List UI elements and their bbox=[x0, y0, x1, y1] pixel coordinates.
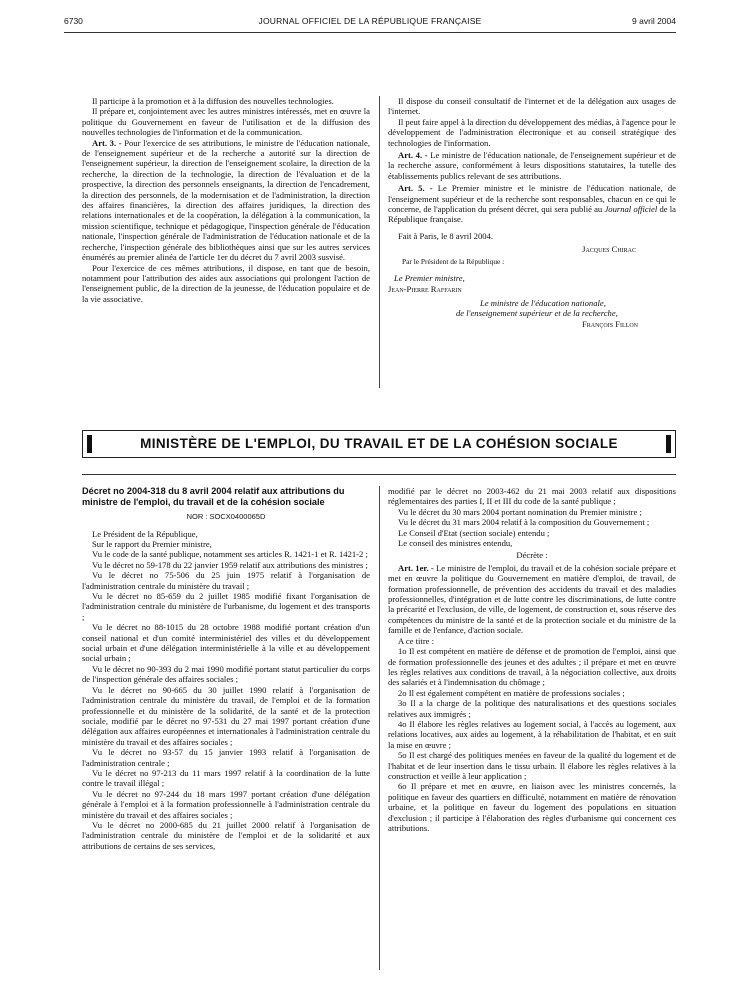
article-4 bbox=[388, 150, 676, 181]
list-item: 3o Il a la charge de la politique des naturalisations et des questions sociales relatives aux immigrés ; bbox=[388, 698, 676, 719]
journal-title: JOURNAL OFFICIEL DE LA RÉPUBLIQUE FRANÇAISE bbox=[258, 16, 482, 26]
visa: Vu le décret no 97-213 du 11 mars 1997 relatif à la coordination de la lutte contre le travail illégal ; bbox=[82, 767, 370, 789]
column-divider-bottom bbox=[379, 486, 380, 970]
paragraph: Pour l'exercice de ces mêmes attributions, il dispose, en tant que de besoin, notamment pour l'attribution des aides aux associations qui prolongent l'action de l'enseignement public, de la direction de la jeunesse, de l'éducation populaire et de la vie associative. bbox=[82, 262, 370, 304]
paragraph: Le conseil des ministres entendu, bbox=[398, 538, 513, 549]
journal-reference: Journal officiel bbox=[604, 204, 658, 215]
ministry-title: MINISTÈRE DE L'EMPLOI, DU TRAVAIL ET DE LA COHÉSION SOCIALE bbox=[140, 436, 618, 451]
visa: Vu le décret du 31 mars 2004 relatif à la composition du Gouvernement ; bbox=[398, 517, 650, 528]
minister-name: François Fillon bbox=[581, 318, 638, 329]
list-item: 1o Il est compétent en matière de défense et de promotion de l'emploi, ainsi que de formation professionnelle des jeunes et des adultes ; il prépare et met en œuvre les règles relatives aux conditions de travail, à la négociation collective, aux droits des salariés et à l'indemnisation du chômage ; bbox=[388, 646, 676, 688]
paragraph: Le Conseil d'Etat (section sociale) entendu ; bbox=[398, 527, 550, 538]
paragraph: Sur le rapport du Premier ministre, bbox=[92, 539, 212, 549]
ministry-banner bbox=[82, 430, 676, 458]
visa: Vu le décret no 85-659 du 2 juillet 1985 modifié fixant l'organisation de l'administration centrale du ministère de l'urbanisme, du logement et des transports ; bbox=[82, 591, 370, 622]
visa-continued: modifié par le décret no 2003-462 du 21 mai 2003 relatif aux dispositions réglementaires des parties I, II et III du code de la santé publique ; bbox=[388, 486, 676, 507]
decree-title: Décret no 2004-318 du 8 avril 2004 relatif aux attributions du ministre de l'emploi, du travail et de la cohésion sociale bbox=[82, 486, 345, 507]
page-header bbox=[64, 16, 676, 32]
paragraph: A ce titre : bbox=[398, 635, 435, 646]
article-text: Le ministre de l'emploi, du travail et de la cohésion sociale prépare et met en œuvre la politique du Gouvernement en matière d'emploi, de travail, de formation professionnelle, de prévention des accidents du travail et des maladies professionnelles, d'intégration et de lutte contre les discriminations, de lutte contre la précarité et l'exclusion, de ville, de logement, de construction et, sous réserve des compétences du ministre de la santé et de la protection sociale et du ministre de la famille et de l'enfance, d'action sociale. bbox=[388, 562, 676, 636]
decree-left-column bbox=[82, 486, 370, 851]
paragraph: Il peut faire appel à la direction du développement des médias, à l'agence pour le développement de l'administration électronique et au conseil stratégique des technologies de l'information. bbox=[388, 116, 676, 148]
signer-president: Jacques Chirac bbox=[582, 244, 636, 255]
decree-right-column bbox=[388, 486, 676, 833]
article-label: Art. 3. - bbox=[92, 137, 122, 148]
visa: Vu le décret no 90-393 du 2 mai 1990 modifié portant statut particulier du corps de l'inspection générale des affaires sociales ; bbox=[82, 663, 370, 685]
article-text: Le Premier ministre et le ministre de l'éducation nationale, de l'enseignement supérieur et de la recherche sont responsables, chacun en ce qui le concerne, de l'application du présent décret, qui sera publié au bbox=[388, 183, 676, 215]
article-3 bbox=[82, 138, 370, 263]
visa: Vu le décret no 90-665 du 30 juillet 1990 relatif à l'organisation de l'administration centrale du ministère du travail, de l'emploi et de la formation professionnelle et du ministère de la solidarité, de la santé et de la protection sociale, modifié par le décret no 97-531 du 27 mai 1997 portant création d'une délégation aux affaires européennes et internationales à l'administration centrale du ministère du travail et des affaires sociales ; bbox=[82, 684, 370, 747]
article-text: de la République française. bbox=[388, 204, 676, 225]
par-le-president: Par le Président de la République : bbox=[402, 256, 505, 266]
visa: Vu le décret no 2000-685 du 21 juillet 2000 relatif à l'organisation de l'administration centrale du ministère de l'emploi et de la solidarité et aux attributions de certains de ses services, bbox=[82, 819, 370, 851]
top-left-column bbox=[82, 96, 370, 304]
done-at: Fait à Paris, le 8 avril 2004. bbox=[398, 230, 493, 241]
visa: Vu le décret no 97-244 du 18 mars 1997 portant création d'une délégation générale à l'emploi et à la formation professionnelle à l'administration centrale du ministère du travail et des affaires sociales ; bbox=[82, 788, 370, 820]
section-rule bbox=[82, 474, 676, 475]
visa: Vu le code de la santé publique, notamment ses articles R. 1421-1 et R. 1421-2 ; bbox=[92, 549, 368, 560]
minister-title-2: de l'enseignement supérieur et de la recherche, bbox=[456, 308, 618, 319]
article-text: Pour l'exercice de ses attributions, le ministre de l'éducation nationale, de l'enseignement supérieur et de la recherche a autorité sur la direction de l'enseignement supérieur, la direction de l'enseignement scolaire, la direction de la recherche, la direction de la technologie, la direction de l'évaluation et de la prospective, la direction des personnels enseignants, la direction de l'encadrement, la direction des personnels, de la modernisation et de l'administration, la direction des affaires financières, la direction des affaires juridiques, la direction des relations internationales et de la coopération, la délégation à la communication, la mission scientifique, technique et pédagogique, l'inspection générale de l'éducation nationale, l'inspection générale de l'administration de l'éducation nationale et de la recherche, l'inspection générale des bibliothèques ainsi que sur les autres services énumérés au premier alinéa de l'article 1er du décret du 7 avril 2003 susvisé. bbox=[82, 137, 370, 263]
article-label: Art. 1er. - bbox=[398, 562, 434, 573]
article-1 bbox=[388, 563, 676, 636]
article-label: Art. 5. - bbox=[398, 183, 433, 194]
list-item: 5o Il est chargé des politiques menées en faveur de la qualité du logement et de l'habitat et de leur insertion dans le tissu urbain. Il élabore les règles relatives à la construction et veille à leur application ; bbox=[388, 750, 676, 781]
list-item: 4o Il élabore les règles relatives au logement social, à l'accès au logement, aux relations locatives, aux aides au logement, à la réhabilitation de l'habitat, et en suit la mise en œuvre ; bbox=[388, 718, 676, 750]
paragraph: Il participe à la promotion et à la diffusion des nouvelles technologies. bbox=[92, 96, 334, 106]
paragraph: Il prépare et, conjointement avec les autres ministres intéressés, met en œuvre la politique du Gouvernement en faveur de l'utilisation et de la diffusion des nouvelles technologies de l'information et de la communication. bbox=[82, 106, 370, 138]
issue-date: 9 avril 2004 bbox=[632, 16, 676, 26]
banner-bar-right bbox=[666, 435, 671, 453]
paragraph: Il dispose du conseil consultatif de l'internet et de la délégation aux usages de l'internet. bbox=[388, 96, 676, 117]
list-item: 2o Il est également compétent en matière de professions sociales ; bbox=[398, 687, 625, 698]
visa: Vu le décret no 88-1015 du 28 octobre 1988 modifié portant création d'un conseil national et d'un comité interministériel des villes et du développement social urbain et d'une délégation interministérielle à la ville et au développement social urbain ; bbox=[82, 622, 370, 664]
nor-reference: NOR : SOCX0400065D bbox=[186, 512, 266, 522]
column-divider-top bbox=[379, 96, 380, 388]
paragraph: Le Président de la République, bbox=[92, 528, 198, 539]
header-rule bbox=[64, 32, 676, 33]
visa: Vu le décret no 93-57 du 15 janvier 1993 relatif à l'organisation de l'administration centrale ; bbox=[82, 747, 370, 768]
page-number: 6730 bbox=[64, 16, 83, 26]
list-item: 6o Il prépare et met en œuvre, en liaison avec les ministres concernés, la politique en faveur des quartiers en difficulté, notamment en matière de rénovation urbaine, et la politique en faveur du logement des populations en situation d'exclusion ; il participe à l'élaboration des règles d'urbanisme qui concernent ces attributions. bbox=[388, 781, 676, 833]
visa: Vu le décret du 30 mars 2004 portant nomination du Premier ministre ; bbox=[398, 506, 642, 517]
article-text: Le ministre de l'éducation nationale, de l'enseignement supérieur et de la recherche assure, conformément à leurs dispositions statutaires, la tutelle des établissements publics relevant de ses attributions. bbox=[388, 150, 676, 181]
decrete: Décrète : bbox=[516, 550, 548, 561]
visa: Vu le décret no 75-506 du 25 juin 1975 relatif à l'organisation de l'administration centrale du ministère du travail ; bbox=[82, 570, 370, 591]
visa: Vu le décret no 59-178 du 22 janvier 1959 relatif aux attributions des ministres ; bbox=[92, 559, 368, 570]
minister-title-1: Le ministre de l'éducation nationale, bbox=[480, 297, 606, 308]
article-5 bbox=[388, 183, 676, 225]
premier-ministre-name: Jean-Pierre Raffarin bbox=[388, 283, 462, 294]
top-right-column bbox=[388, 96, 676, 329]
article-label: Art. 4. - bbox=[398, 150, 428, 161]
premier-ministre-title: Le Premier ministre, bbox=[394, 273, 465, 284]
